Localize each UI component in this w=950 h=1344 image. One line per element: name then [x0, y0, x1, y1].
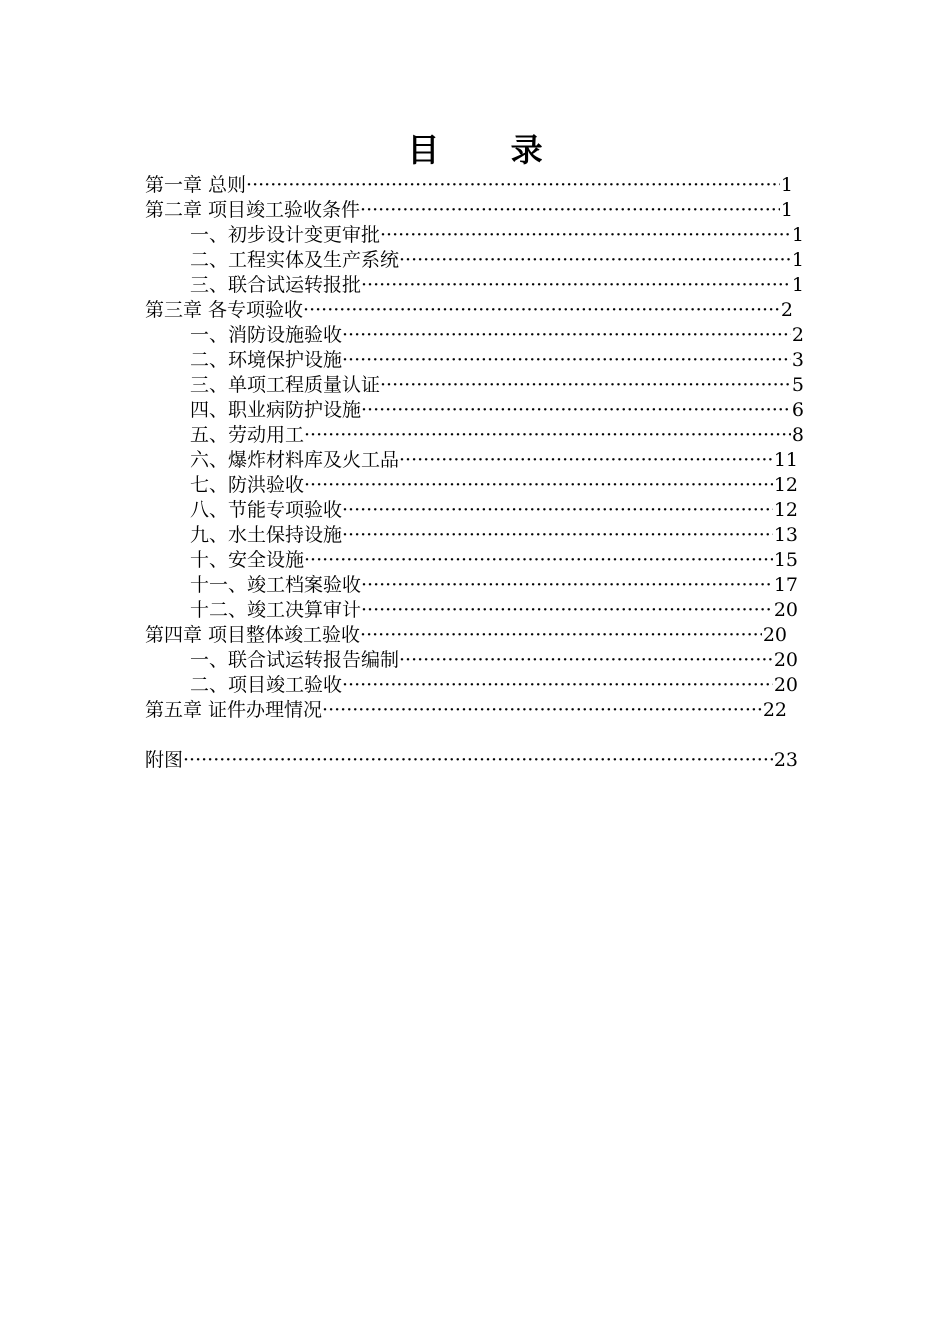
toc-entry-label: 二、项目竣工验收 [190, 674, 343, 696]
toc-entry-label: 十一、竣工档案验收 [190, 574, 362, 596]
toc-entry-page: 20 [773, 674, 798, 696]
toc-leader-dots [304, 423, 791, 448]
toc-entry-label: 一、消防设施验收 [190, 324, 343, 346]
toc-leader-dots [360, 198, 780, 223]
toc-leader-dots [322, 698, 762, 723]
toc-entry-label: 三、单项工程质量认证 [190, 374, 381, 396]
toc-entry-label: 八、节能专项验收 [190, 499, 343, 521]
toc-entry-section[interactable] [190, 523, 798, 548]
toc-leader-dots [342, 523, 773, 548]
toc-leader-dots [183, 748, 773, 773]
toc-leader-dots [304, 548, 773, 573]
toc-leader-dots [342, 348, 791, 373]
toc-entry-page: 20 [762, 624, 787, 646]
toc-entry-section[interactable] [190, 398, 804, 423]
toc-entry-label: 第四章 项目整体竣工验收 [145, 624, 361, 646]
page-title: 目 录 [407, 131, 573, 169]
toc-entry-page: 6 [791, 399, 804, 421]
toc-entry-page: 1 [791, 249, 804, 271]
toc-leader-dots [361, 598, 773, 623]
toc-entry-label: 五、劳动用工 [190, 424, 305, 446]
toc-leader-dots [342, 323, 791, 348]
toc-entry-page: 15 [773, 549, 798, 571]
toc-entry-page: 2 [791, 324, 804, 346]
toc-leader-dots [342, 673, 773, 698]
toc-entry-label: 九、水土保持设施 [190, 524, 343, 546]
toc-entry-label: 一、初步设计变更审批 [190, 224, 381, 246]
toc-entry-section[interactable] [190, 373, 804, 398]
toc-leader-dots [399, 448, 773, 473]
toc-entry-section[interactable] [190, 248, 804, 273]
toc-entry-label: 二、工程实体及生产系统 [190, 249, 400, 271]
toc-entry-section[interactable] [190, 573, 798, 598]
toc-entry-label: 第三章 各专项验收 [145, 299, 304, 321]
toc-entry-label: 第二章 项目竣工验收条件 [145, 199, 361, 221]
toc-entry-label: 附图 [145, 749, 184, 771]
toc-entry-label: 七、防洪验收 [190, 474, 305, 496]
toc-entry-chapter-1[interactable] [145, 173, 793, 198]
toc-entry-section[interactable] [190, 273, 804, 298]
toc-entry-label: 四、职业病防护设施 [190, 399, 362, 421]
toc-entry-appendix-figures[interactable] [145, 748, 798, 773]
toc-entry-page: 1 [780, 199, 793, 221]
toc-leader-dots [303, 298, 780, 323]
toc-leader-dots [361, 573, 773, 598]
toc-entry-section[interactable] [190, 423, 804, 448]
toc-entry-section[interactable] [190, 548, 798, 573]
toc-leader-dots [360, 623, 762, 648]
toc-entry-page: 1 [791, 224, 804, 246]
toc-leader-dots [361, 398, 791, 423]
toc-entry-label: 二、环境保护设施 [190, 349, 343, 371]
toc-entry-section[interactable] [190, 448, 798, 473]
toc-entry-section[interactable] [190, 473, 798, 498]
toc-leader-dots [246, 173, 780, 198]
toc-leader-dots [399, 648, 773, 673]
toc-entry-page: 11 [773, 449, 798, 471]
toc-entry-page: 12 [773, 474, 798, 496]
toc-entry-page: 3 [791, 349, 804, 371]
toc-entry-section[interactable] [190, 673, 798, 698]
toc-entry-page: 8 [791, 424, 804, 446]
toc-leader-dots [380, 223, 791, 248]
toc-entry-page: 2 [780, 299, 793, 321]
toc-entry-label: 第五章 证件办理情况 [145, 699, 323, 721]
toc-entry-section[interactable] [190, 348, 804, 373]
toc-entry-label: 六、爆炸材料库及火工品 [190, 449, 400, 471]
toc-entry-chapter-4[interactable] [145, 623, 787, 648]
toc-entry-label: 十二、竣工决算审计 [190, 599, 362, 621]
toc-entry-label: 三、联合试运转报批 [190, 274, 362, 296]
toc-leader-dots [304, 473, 773, 498]
toc-entry-section[interactable] [190, 223, 804, 248]
toc-entry-chapter-2[interactable] [145, 198, 793, 223]
toc-entry-page: 1 [780, 174, 793, 196]
toc-entry-section[interactable] [190, 498, 798, 523]
toc-entry-page: 5 [791, 374, 804, 396]
toc-entry-section[interactable] [190, 598, 798, 623]
toc-entry-section[interactable] [190, 648, 798, 673]
toc-leader-dots [380, 373, 791, 398]
toc-leader-dots [342, 498, 773, 523]
toc-entry-label: 一、联合试运转报告编制 [190, 649, 400, 671]
toc-entry-page: 22 [762, 699, 787, 721]
toc-entry-page: 12 [773, 499, 798, 521]
toc-entry-section[interactable] [190, 323, 804, 348]
toc-entry-page: 20 [773, 599, 798, 621]
toc-entry-label: 第一章 总则 [145, 174, 247, 196]
toc-entry-label: 十、安全设施 [190, 549, 305, 571]
toc-entry-chapter-5[interactable] [145, 698, 787, 723]
toc-entry-page: 17 [773, 574, 798, 596]
toc-entry-page: 13 [773, 524, 798, 546]
toc-leader-dots [361, 273, 791, 298]
toc-entry-page: 20 [773, 649, 798, 671]
toc-entry-page: 1 [791, 274, 804, 296]
toc-leader-dots [399, 248, 791, 273]
toc-entry-page: 23 [773, 749, 798, 771]
toc-entry-chapter-3[interactable] [145, 298, 793, 323]
